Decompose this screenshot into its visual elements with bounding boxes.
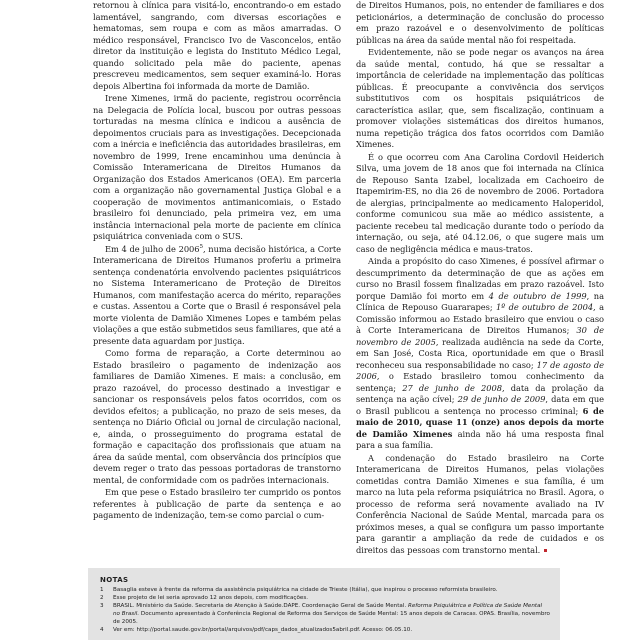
note-number: 1 bbox=[100, 587, 104, 593]
timeline-text: ainda não há uma resposta final para a sua família. bbox=[356, 428, 604, 450]
end-of-article-marker bbox=[544, 549, 547, 552]
paragraph-right-1: de Direitos Humanos, pois, no entender de familiares e dos peticionários, a determinação de conclusão do processo em prazo razoável e o desenvolvimento de políticas públicas na área da saúde mental não foi respeitada. bbox=[356, 0, 604, 45]
note-number: 4 bbox=[100, 627, 104, 633]
date-court-hearing: 30 de novembro de 2005 bbox=[356, 325, 604, 347]
note-text: Basaglia esteve à frente da reforma da assistência psiquiátrica na cidade de Trieste (Itália), que inspirou o processo reformista brasileiro. bbox=[113, 587, 498, 593]
note-text: Esse projeto de lei seria aprovado 12 anos depois, com modificações. bbox=[113, 595, 309, 601]
timeline-text: , realizada audiência na sede da Corte, em San José, Costa Rica, oportunidade em que o Brasil reconheceu sua responsabilidade no caso; bbox=[356, 336, 604, 370]
note-item bbox=[100, 602, 550, 626]
notes-box bbox=[88, 568, 560, 640]
bold-statement: 6 de maio de 2010, quase 11 (onze) anos depois da morte de Damião Ximenes bbox=[356, 405, 604, 439]
timeline-text: , o Estado brasileiro tomou conhecimento da sentença; bbox=[356, 371, 604, 393]
paragraph-left-4: Como forma de reparação, a Corte determinou ao Estado brasileiro o pagamento de indenização aos familiares de Damião Ximenes. E mais: a conclusão, em prazo razoável, do processo destinado a investigar e sancionar os responsáveis pelos fatos ocorridos, com os devidos efeitos; a publicação, no prazo de seis meses, da sentença no Diário Oficial ou jornal de circulação nacional, e, ainda, o prosseguimento do programa estatal de formação e capacitação dos profissionais que atuam na área da saúde mental, com observância dos princípios que devem reger o trato das pessoas portadoras de transtorno mental, de conformidade com os padrões internacionais. bbox=[93, 348, 341, 485]
paragraph-right-2: Evidentemente, não se pode negar os avanços na área da saúde mental, contudo, há que se ressaltar a importância de celeridade na implementação das políticas públicas. É preocupante a convivência dos serviços substitutivos com os hospitais psiquiátricos de característica asilar, que, sem fiscalização, continuam a promover violações sistemáticas dos direitos humanos, numa repetição trágica dos fatos ocorridos com Damião Ximenes. bbox=[356, 47, 604, 149]
timeline-text: , na Clínica de Repouso Guararapes; bbox=[356, 290, 604, 312]
note-item bbox=[100, 626, 550, 634]
note-item bbox=[100, 594, 550, 602]
date-criminal-publication: 29 de junho de 2009 bbox=[457, 394, 546, 404]
notes-title: NOTAS bbox=[100, 576, 129, 584]
paragraph-left-2: Irene Ximenes, irmã do paciente, registrou ocorrência na Delegacia de Polícia local, buscou por outras pessoas torturadas na mesma clínica e indicou a ausência de depoimentos cruciais para as investigações. Decepcionada com a inércia e ineficiência das autoridades brasileiras, em novembro de 1999, Irene encaminhou uma denúncia à Comissão Interamericana de Direitos Humanos da Organização dos Estados Americanos (OEA). Em parceria com a organização não governamental Justiça Global e a cooperação de movimentos antimanicomiais, o Estado brasileiro foi denunciado, pela primeira vez, em uma instância internacional pela morte de paciente em clínica psiquiátrica conveniada com o SUS. bbox=[93, 93, 341, 241]
note-number: 2 bbox=[100, 595, 104, 601]
date-civil-sentence: 27 de junho de 2008 bbox=[402, 382, 502, 393]
note-title-italic: Reforma Psiquiátrica e Política de Saúde Mental no Brasil. bbox=[113, 603, 543, 617]
date-commission-referral: 1º de outubro de 2004 bbox=[496, 302, 594, 312]
footnote-ref-5[interactable]: 5 bbox=[199, 243, 203, 250]
right-column bbox=[356, 0, 604, 556]
paragraph-right-4 bbox=[356, 256, 604, 452]
paragraph-left-5: Em que pese o Estado brasileiro ter cumprido os pontos referentes à publicação de parte da sentença e ao pagamento de indenização, tem-se como parcial o cum- bbox=[93, 487, 341, 520]
note-number: 3 bbox=[100, 603, 104, 609]
note-link-text[interactable]: Ver em: http://portal.saude.gov.br/portal/arquivos/pdf/caps_dados_atualizados5abril.pdf. Acesso: 06.05.10. bbox=[113, 627, 413, 633]
paragraph-left-3 bbox=[93, 244, 341, 348]
paragraph-right-5-text: A condenação do Estado brasileiro na Corte Interamericana de Direitos Humanos, pelas violações cometidas contra Damião Ximenes e sua família, é um marco na luta pela reforma psiquiátrica no Brasil. Agora, o processo de reforma será novamente avaliado na IV Conferência Nacional de Saúde Mental, marcada para os próximos meses, a qual se configura um passo importante para garantir a ampliação da rede de cuidados e os direitos das pessoas com transtorno mental. bbox=[356, 452, 604, 555]
timeline-text: Ainda a propósito do caso Ximenes, é possível afirmar o descumprimento da determinação de que as ações em curso no Brasil fossem finalizadas em prazo razoável. Isto porque Damião foi morto em bbox=[356, 256, 604, 301]
note-item bbox=[100, 586, 550, 594]
timeline-text: , data em que o Brasil publicou a sentença no processo criminal; bbox=[356, 394, 604, 416]
paragraph-left-3-lead: Em 4 de julho de 2006 bbox=[105, 243, 200, 254]
paragraph-right-5 bbox=[356, 453, 604, 557]
paragraph-right-3: É o que ocorreu com Ana Carolina Cordovil Heiderich Silva, uma jovem de 18 anos que foi internada na Clínica de Repouso Santa Izabel, localizada em Cachoeiro de Itapemirim-ES, no dia 26 de novembro de 2006. Portadora de alergias, principalmente ao medicamento Haloperidol, conforme comunicou sua mãe ao médico assistente, a paciente recebeu tal medicação durante todo o período da internação, ou seja, até 04.12.06, o que sugere mais um caso de negligência médica e maus-tratos. bbox=[356, 151, 604, 254]
date-sentence-notice: 17 de agosto de 2006 bbox=[356, 359, 604, 381]
timeline-text: , a Comissão informou ao Estado brasileiro que enviou o caso à Corte Interamericana de Direitos Humanos; bbox=[356, 302, 604, 335]
paragraph-left-1: retornou à clínica para visitá-lo, encontrando-o em estado lamentável, sangrando, com diversas escoriações e hematomas, sem roupa e com as mãos amarradas. O médico responsável, Francisco Ivo de Vasconcelos, então diretor da instituição e legista do Instituto Médico Legal, quando solicitado pela mãe do paciente, apenas prescreveu medicamentos, sem sequer examiná-lo. Horas depois Albertina foi informada da morte de Damião. bbox=[93, 0, 341, 91]
timeline-text: , data da prolação da sentença na ação cível; bbox=[356, 382, 604, 404]
paragraph-left-3-body: , numa decisão histórica, a Corte Interamericana de Direitos Humanos proferiu a primeira sentença condenatória envolvendo pacientes psiquiátricos no Sistema Interamericano de Proteção de Direitos Humanos, com manifestação acerca do mérito, reparações e custas. Assentou a Corte que o Brasil é responsável pela morte violenta de Damião Ximenes Lopes e também pelas violações a que estão submetidos seus familiares, que até a presente data aguardam por justiça. bbox=[93, 243, 341, 346]
note-text-lead: BRASIL. Ministério da Saúde. Secretaria de Atenção à Saúde.DAPE. Coordenação Geral de Saúde Mental. bbox=[113, 603, 408, 609]
note-text-tail: Documento apresentado à Conferência Regional de Reforma dos Serviços de Saúde Mental: 15 anos depois de Caracas. OPAS. Brasília, novembro de 2005. bbox=[113, 611, 550, 625]
date-damiao-death: 4 de outubro de 1999 bbox=[488, 290, 587, 301]
left-column bbox=[93, 0, 341, 522]
note-text bbox=[113, 602, 550, 626]
